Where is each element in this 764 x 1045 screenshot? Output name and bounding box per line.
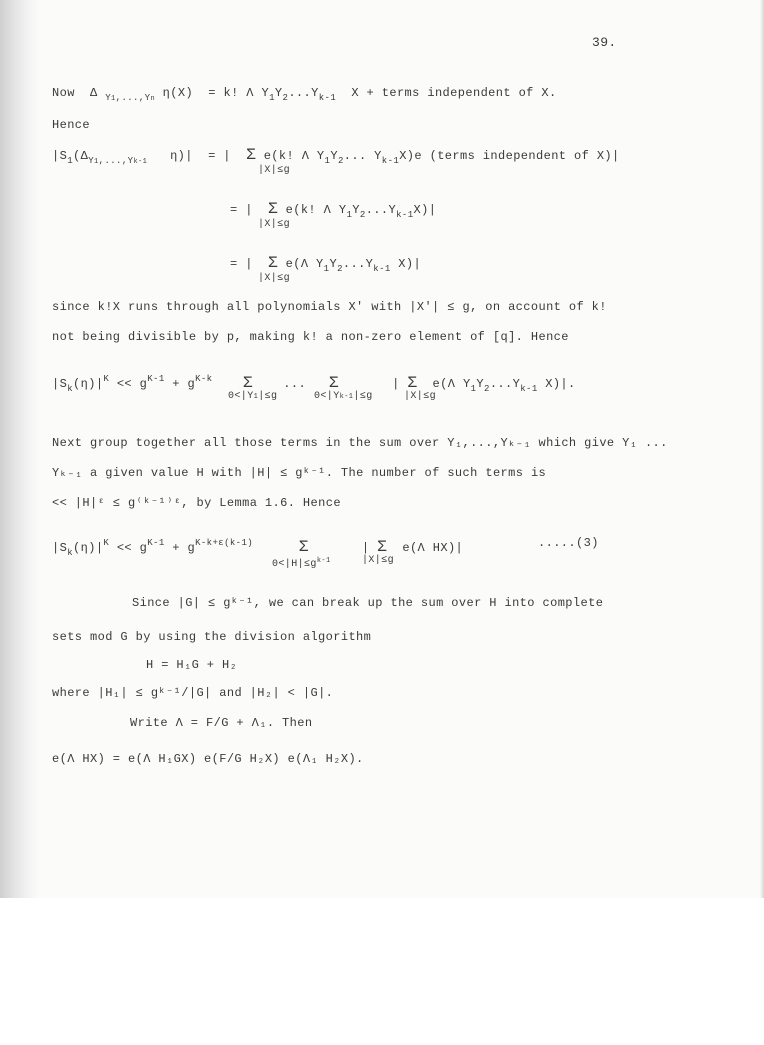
equation-line-3: = | Σ e(Λ $Y_1Y_2...Y_{k-1}$ X)| [230,254,422,274]
equation-final: e(Λ HX) = e(Λ H₁GX) e(F/G H₂X) e(Λ₁ H₂X). [52,752,364,766]
sum-range-5a: $0<|H|\le g^{k-1}$ [272,557,331,570]
equation-line-4: $|S_k(\eta)|^K << g^{K-1} + g^{K-k}$ Σ ... Σ | Σ e(Λ $Y_1Y_2...Y_{k-1}$ X)|. [52,374,576,394]
sum-range-1: |X|≤g [258,165,291,176]
equation-line-5: $|S_k(\eta)|^K << g^{K-1} + g^{K-k+\varepsilon(k-1)}$ Σ | Σ e(Λ HX)| [52,538,464,558]
sum-range-3: |X|≤g [258,273,291,284]
text-line-division: sets mod G by using the division algorithm [52,630,372,644]
equation-line-2: = | Σ e(k! Λ $Y_1Y_2...Y_{k-1}X)|$ [230,200,437,220]
sum-range-2: |X|≤g [258,219,291,230]
equation-label-3: .....(3) [538,536,599,550]
text-line-1: Now Δ $_{Y1,...,Yn}$ η(X) = k! Λ $Y_1Y_2...Y_{k-1}$ X + terms independent of X. [52,86,557,103]
text-line-divisible: not being divisible by p, making k! a non-zero element of [q]. Hence [52,330,569,344]
blank-margin [0,898,764,1045]
page-edge [760,0,764,898]
text-line-where: where |H₁| ≤ gᵏ⁻¹/|G| and |H₂| < |G|. [52,686,334,700]
sum-range-4a: 0<|Y1|≤g [228,391,278,402]
text-line-hence: Hence [52,118,91,132]
sum-range-5b: |X|≤g [362,555,395,566]
text-line-lemma: << |H|ᵋ ≤ g⁽ᵏ⁻¹⁾ᵋ, by Lemma 1.6. Hence [52,496,341,510]
text-line-since-g: Since |G| ≤ gᵏ⁻¹, we can break up the sum over H into complete [132,596,604,610]
equation-line-1: $|S_1(\Delta_{Y1,...,Yk-1}$ η)| = | Σ e(k! Λ $Y_1Y_2$... $Y_{k-1}X)e$ (terms independent of X)| [52,146,620,166]
sum-range-4b: 0<|Yk-1|≤g [314,391,373,402]
page-number: 39. [592,35,617,50]
text-line-given: Yₖ₋₁ a given value H with |H| ≤ gᵏ⁻¹. The number of such terms is [52,466,547,480]
text-line-write: Write Λ = F/G + Λ₁. Then [130,716,313,730]
text-line-next: Next group together all those terms in the sum over Y₁,...,Yₖ₋₁ which give Y₁ ... [52,436,668,450]
sum-range-4c: |X|≤g [404,391,437,402]
text-line-since: since k!X runs through all polynomials X' with |X'| ≤ g, on account of k! [52,300,607,314]
equation-division: H = H₁G + H₂ [146,658,238,672]
page-binding-shadow [0,0,40,898]
